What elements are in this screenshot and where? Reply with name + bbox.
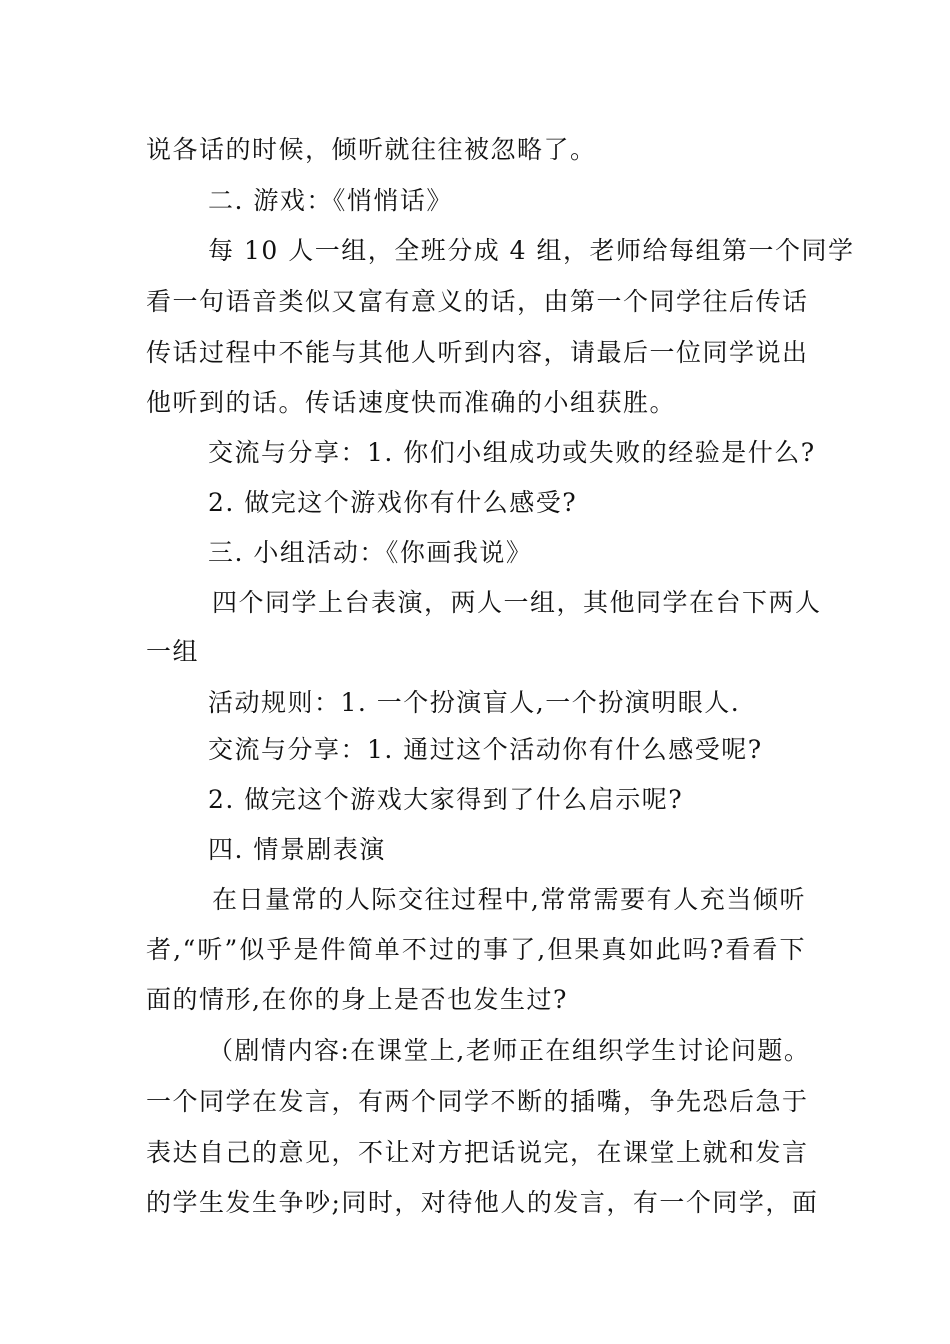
paragraph-line: （剧情内容:在课堂上,老师正在组织学生讨论问题。: [208, 1036, 811, 1065]
section-heading: 二. 游戏：《悄悄话》: [208, 186, 453, 215]
paragraph-line: 交流与分享：1. 你们小组成功或失败的经验是什么?: [208, 438, 816, 467]
paragraph-line: 活动规则：1. 一个扮演盲人,一个扮演明眼人.: [208, 688, 741, 717]
paragraph-line: 交流与分享：1. 通过这个活动你有什么感受呢?: [208, 735, 763, 764]
paragraph-line: 2. 做完这个游戏你有什么感受?: [208, 488, 578, 517]
paragraph-line: 在日量常的人际交往过程中,常常需要有人充当倾听: [212, 885, 806, 914]
paragraph-line: 2. 做完这个游戏大家得到了什么启示呢?: [208, 785, 684, 814]
paragraph-line: 传话过程中不能与其他人听到内容，请最后一位同学说出: [146, 338, 809, 367]
paragraph-line: 一个同学在发言，有两个同学不断的插嘴，争先恐后急于: [146, 1087, 809, 1116]
paragraph-line: 面的情形,在你的身上是否也发生过?: [146, 985, 568, 1014]
paragraph-line: 每 10 人一组，全班分成 4 组，老师给每组第一个同学: [208, 236, 855, 265]
paragraph-line: 说各话的时候，倾听就往往被忽略了。: [146, 135, 597, 164]
paragraph-line: 者,“听”似乎是件简单不过的事了,但果真如此吗?看看下: [146, 935, 806, 964]
paragraph-line: 表达自己的意见，不让对方把话说完，在课堂上就和发言: [146, 1138, 809, 1167]
paragraph-line: 看一句语音类似又富有意义的话，由第一个同学往后传话: [146, 287, 809, 316]
paragraph-line: 他听到的话。传话速度快而准确的小组获胜。: [146, 388, 677, 417]
paragraph-line: 的学生发生争吵;同时，对待他人的发言，有一个同学，面: [146, 1188, 819, 1217]
section-heading: 三. 小组活动：《你画我说》: [208, 538, 533, 567]
paragraph-line: 四个同学上台表演，两人一组，其他同学在台下两人: [212, 588, 822, 617]
paragraph-line: 一组: [146, 637, 200, 666]
section-heading: 四. 情景剧表演: [208, 835, 386, 864]
